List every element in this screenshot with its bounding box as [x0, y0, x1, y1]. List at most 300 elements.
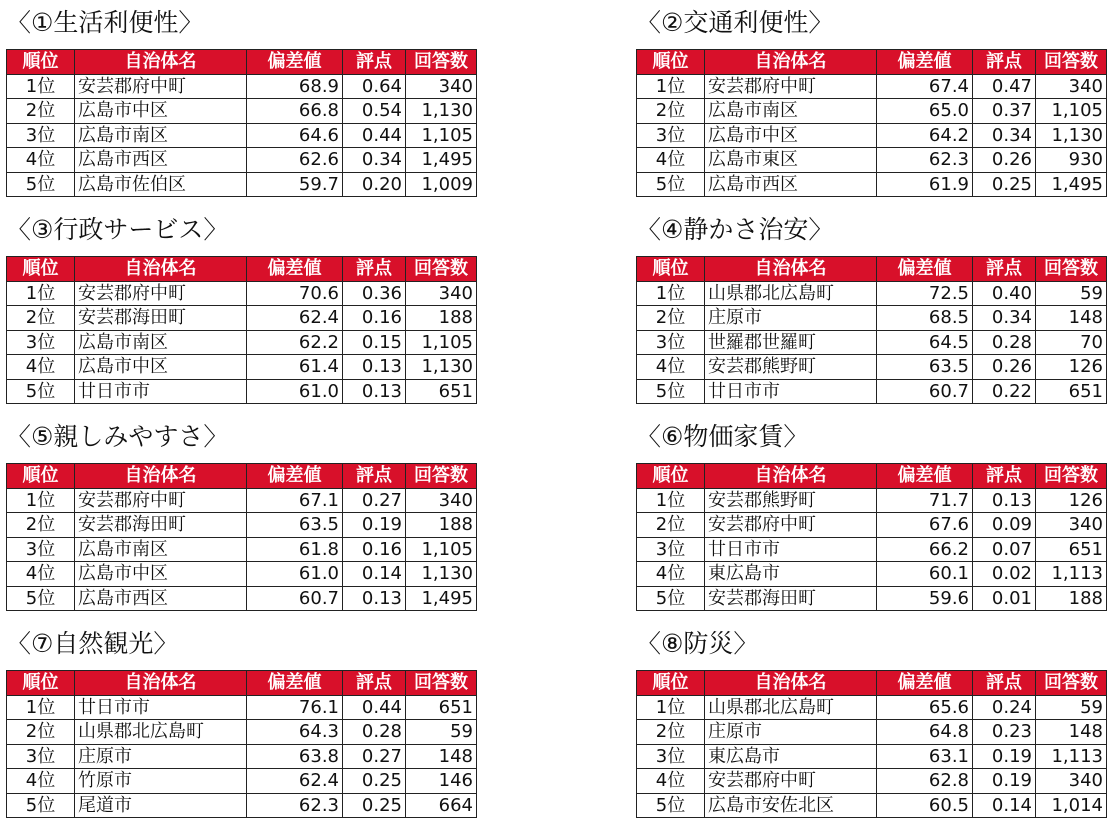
table-row	[637, 355, 1107, 380]
cell-deviation: 64.2	[877, 123, 973, 148]
column-header-municipality: 自治体名	[75, 257, 247, 282]
table-header-row	[637, 257, 1107, 282]
table-row	[637, 769, 1107, 794]
cell-score: 0.16	[343, 537, 406, 562]
cell-deviation: 60.7	[877, 379, 973, 404]
cell-municipality: 山県郡北広島町	[75, 720, 247, 745]
section-title: 〈⑦自然観光〉	[6, 629, 179, 658]
cell-rank: 2位	[637, 306, 705, 331]
cell-responses: 930	[1036, 148, 1107, 173]
column-header-rank: 順位	[637, 50, 705, 75]
table-row	[637, 537, 1107, 562]
column-header-rank: 順位	[637, 464, 705, 489]
cell-deviation: 60.7	[247, 586, 343, 611]
ranking-table	[6, 463, 477, 611]
table-row	[7, 720, 477, 745]
column-header-score: 評点	[973, 257, 1036, 282]
cell-score: 0.07	[973, 537, 1036, 562]
cell-rank: 3位	[637, 330, 705, 355]
cell-deviation: 62.2	[247, 330, 343, 355]
cell-deviation: 65.0	[877, 99, 973, 124]
cell-municipality: 安芸郡府中町	[705, 513, 877, 538]
cell-deviation: 63.1	[877, 744, 973, 769]
ranking-section-5	[6, 422, 477, 611]
cell-responses: 70	[1036, 330, 1107, 355]
column-header-deviation: 偏差値	[877, 464, 973, 489]
cell-deviation: 68.5	[877, 306, 973, 331]
table-row	[7, 379, 477, 404]
column-header-rank: 順位	[637, 671, 705, 696]
cell-score: 0.28	[343, 720, 406, 745]
cell-score: 0.20	[343, 172, 406, 197]
cell-rank: 1位	[637, 74, 705, 99]
ranking-table	[6, 256, 477, 404]
cell-rank: 5位	[637, 586, 705, 611]
cell-municipality: 広島市中区	[75, 562, 247, 587]
cell-municipality: 廿日市市	[705, 537, 877, 562]
cell-deviation: 71.7	[877, 488, 973, 513]
cell-rank: 3位	[7, 123, 75, 148]
table-row	[637, 74, 1107, 99]
ranking-section-6	[636, 422, 1107, 611]
cell-rank: 2位	[7, 99, 75, 124]
cell-rank: 4位	[7, 562, 75, 587]
cell-responses: 1,130	[406, 99, 477, 124]
table-row	[7, 306, 477, 331]
column-header-score: 評点	[973, 464, 1036, 489]
cell-deviation: 63.8	[247, 744, 343, 769]
cell-rank: 5位	[637, 172, 705, 197]
column-header-municipality: 自治体名	[705, 257, 877, 282]
column-header-municipality: 自治体名	[705, 671, 877, 696]
cell-rank: 1位	[637, 281, 705, 306]
cell-deviation: 59.7	[247, 172, 343, 197]
cell-rank: 5位	[7, 172, 75, 197]
ranking-table	[6, 670, 477, 818]
section-title: 〈③行政サービス〉	[6, 215, 229, 244]
cell-responses: 1,113	[1036, 744, 1107, 769]
cell-deviation: 63.5	[877, 355, 973, 380]
section-title: 〈⑥物価家賃〉	[636, 422, 809, 451]
cell-responses: 340	[406, 281, 477, 306]
cell-score: 0.47	[973, 74, 1036, 99]
cell-deviation: 62.3	[877, 148, 973, 173]
cell-rank: 1位	[7, 695, 75, 720]
cell-score: 0.28	[973, 330, 1036, 355]
cell-deviation: 66.8	[247, 99, 343, 124]
cell-responses: 1,105	[406, 123, 477, 148]
cell-rank: 1位	[637, 488, 705, 513]
cell-score: 0.15	[343, 330, 406, 355]
cell-score: 0.25	[973, 172, 1036, 197]
column-header-deviation: 偏差値	[877, 50, 973, 75]
table-row	[637, 488, 1107, 513]
column-header-responses: 回答数	[406, 50, 477, 75]
cell-responses: 148	[1036, 306, 1107, 331]
column-header-deviation: 偏差値	[247, 257, 343, 282]
table-row	[7, 172, 477, 197]
cell-deviation: 67.4	[877, 74, 973, 99]
table-header-row	[7, 50, 477, 75]
table-header-row	[637, 50, 1107, 75]
cell-deviation: 59.6	[877, 586, 973, 611]
cell-score: 0.01	[973, 586, 1036, 611]
table-row	[637, 172, 1107, 197]
cell-municipality: 安芸郡府中町	[75, 74, 247, 99]
cell-rank: 2位	[637, 99, 705, 124]
section-title: 〈①生活利便性〉	[6, 8, 204, 37]
column-header-municipality: 自治体名	[75, 464, 247, 489]
cell-municipality: 庄原市	[705, 306, 877, 331]
cell-deviation: 65.6	[877, 695, 973, 720]
column-header-rank: 順位	[7, 671, 75, 696]
column-header-deviation: 偏差値	[877, 257, 973, 282]
table-header-row	[637, 464, 1107, 489]
section-title: 〈④静かさ治安〉	[636, 215, 834, 244]
cell-deviation: 64.5	[877, 330, 973, 355]
cell-rank: 4位	[637, 148, 705, 173]
cell-rank: 5位	[637, 793, 705, 818]
section-title: 〈⑧防災〉	[636, 629, 759, 658]
cell-score: 0.25	[343, 793, 406, 818]
cell-responses: 340	[1036, 513, 1107, 538]
cell-deviation: 61.4	[247, 355, 343, 380]
column-header-responses: 回答数	[1036, 464, 1107, 489]
cell-rank: 1位	[637, 695, 705, 720]
column-header-rank: 順位	[7, 257, 75, 282]
column-header-responses: 回答数	[406, 671, 477, 696]
ranking-table	[636, 49, 1107, 197]
cell-responses: 1,105	[1036, 99, 1107, 124]
cell-deviation: 68.9	[247, 74, 343, 99]
cell-municipality: 廿日市市	[75, 695, 247, 720]
cell-score: 0.13	[343, 379, 406, 404]
table-row	[637, 586, 1107, 611]
cell-score: 0.44	[343, 695, 406, 720]
table-row	[7, 99, 477, 124]
cell-responses: 1,130	[406, 355, 477, 380]
cell-score: 0.16	[343, 306, 406, 331]
ranking-section-8	[636, 629, 1107, 818]
cell-deviation: 61.9	[877, 172, 973, 197]
table-row	[7, 74, 477, 99]
cell-responses: 664	[406, 793, 477, 818]
cell-score: 0.34	[973, 306, 1036, 331]
cell-municipality: 山県郡北広島町	[705, 695, 877, 720]
ranking-section-2	[636, 8, 1107, 197]
cell-rank: 4位	[7, 355, 75, 380]
ranking-table	[636, 256, 1107, 404]
cell-municipality: 広島市中区	[75, 99, 247, 124]
cell-deviation: 60.1	[877, 562, 973, 587]
cell-responses: 1,009	[406, 172, 477, 197]
cell-responses: 188	[1036, 586, 1107, 611]
column-header-deviation: 偏差値	[877, 671, 973, 696]
cell-rank: 3位	[7, 537, 75, 562]
cell-rank: 1位	[7, 74, 75, 99]
ranking-section-1	[6, 8, 477, 197]
cell-deviation: 62.3	[247, 793, 343, 818]
column-header-score: 評点	[343, 257, 406, 282]
cell-rank: 1位	[7, 488, 75, 513]
cell-deviation: 63.5	[247, 513, 343, 538]
cell-score: 0.13	[343, 586, 406, 611]
table-row	[7, 488, 477, 513]
cell-rank: 4位	[637, 769, 705, 794]
cell-score: 0.34	[973, 123, 1036, 148]
cell-municipality: 東広島市	[705, 562, 877, 587]
cell-responses: 1,130	[1036, 123, 1107, 148]
cell-rank: 1位	[7, 281, 75, 306]
cell-score: 0.25	[343, 769, 406, 794]
cell-score: 0.27	[343, 488, 406, 513]
section-title: 〈②交通利便性〉	[636, 8, 834, 37]
cell-responses: 340	[1036, 769, 1107, 794]
cell-score: 0.26	[973, 148, 1036, 173]
cell-municipality: 広島市西区	[705, 172, 877, 197]
cell-rank: 5位	[637, 379, 705, 404]
cell-responses: 148	[406, 744, 477, 769]
ranking-section-3	[6, 215, 477, 404]
cell-responses: 1,495	[1036, 172, 1107, 197]
cell-deviation: 62.6	[247, 148, 343, 173]
column-header-rank: 順位	[7, 50, 75, 75]
cell-score: 0.23	[973, 720, 1036, 745]
cell-responses: 1,130	[406, 562, 477, 587]
cell-municipality: 広島市佐伯区	[75, 172, 247, 197]
cell-responses: 651	[406, 695, 477, 720]
cell-responses: 126	[1036, 488, 1107, 513]
cell-municipality: 広島市西区	[75, 586, 247, 611]
cell-rank: 4位	[637, 562, 705, 587]
cell-score: 0.26	[973, 355, 1036, 380]
cell-municipality: 安芸郡海田町	[705, 586, 877, 611]
cell-responses: 59	[1036, 695, 1107, 720]
cell-score: 0.36	[343, 281, 406, 306]
column-header-municipality: 自治体名	[75, 671, 247, 696]
table-row	[637, 123, 1107, 148]
cell-municipality: 庄原市	[75, 744, 247, 769]
cell-rank: 5位	[7, 379, 75, 404]
cell-municipality: 安芸郡府中町	[75, 281, 247, 306]
cell-responses: 651	[1036, 537, 1107, 562]
table-row	[7, 793, 477, 818]
section-title: 〈⑤親しみやすさ〉	[6, 422, 229, 451]
cell-municipality: 安芸郡府中町	[705, 769, 877, 794]
cell-deviation: 62.4	[247, 306, 343, 331]
column-header-responses: 回答数	[406, 257, 477, 282]
cell-municipality: 広島市南区	[705, 99, 877, 124]
cell-rank: 3位	[7, 330, 75, 355]
cell-municipality: 世羅郡世羅町	[705, 330, 877, 355]
cell-score: 0.02	[973, 562, 1036, 587]
cell-deviation: 64.6	[247, 123, 343, 148]
cell-responses: 1,014	[1036, 793, 1107, 818]
table-row	[7, 330, 477, 355]
cell-municipality: 安芸郡府中町	[705, 74, 877, 99]
ranking-section-7	[6, 629, 477, 818]
table-row	[637, 306, 1107, 331]
table-row	[7, 281, 477, 306]
cell-responses: 59	[406, 720, 477, 745]
table-row	[7, 148, 477, 173]
cell-rank: 4位	[637, 355, 705, 380]
cell-rank: 3位	[7, 744, 75, 769]
table-row	[637, 744, 1107, 769]
table-row	[637, 695, 1107, 720]
cell-municipality: 広島市東区	[705, 148, 877, 173]
cell-rank: 3位	[637, 744, 705, 769]
cell-deviation: 61.0	[247, 379, 343, 404]
cell-deviation: 60.5	[877, 793, 973, 818]
table-row	[637, 720, 1107, 745]
table-header-row	[637, 671, 1107, 696]
column-header-score: 評点	[973, 50, 1036, 75]
table-row	[637, 148, 1107, 173]
column-header-deviation: 偏差値	[247, 464, 343, 489]
table-row	[637, 379, 1107, 404]
cell-rank: 2位	[7, 513, 75, 538]
cell-municipality: 広島市南区	[75, 330, 247, 355]
cell-score: 0.19	[973, 769, 1036, 794]
cell-rank: 4位	[7, 769, 75, 794]
cell-deviation: 61.0	[247, 562, 343, 587]
table-row	[7, 769, 477, 794]
cell-municipality: 安芸郡熊野町	[705, 488, 877, 513]
column-header-municipality: 自治体名	[75, 50, 247, 75]
cell-score: 0.14	[343, 562, 406, 587]
cell-score: 0.34	[343, 148, 406, 173]
cell-municipality: 広島市西区	[75, 148, 247, 173]
cell-responses: 651	[1036, 379, 1107, 404]
cell-municipality: 広島市安佐北区	[705, 793, 877, 818]
cell-score: 0.24	[973, 695, 1036, 720]
column-header-score: 評点	[343, 464, 406, 489]
cell-responses: 148	[1036, 720, 1107, 745]
cell-deviation: 62.4	[247, 769, 343, 794]
cell-score: 0.37	[973, 99, 1036, 124]
column-header-municipality: 自治体名	[705, 50, 877, 75]
column-header-rank: 順位	[637, 257, 705, 282]
table-row	[7, 123, 477, 148]
cell-municipality: 広島市南区	[75, 537, 247, 562]
cell-municipality: 尾道市	[75, 793, 247, 818]
cell-rank: 4位	[7, 148, 75, 173]
column-header-municipality: 自治体名	[705, 464, 877, 489]
column-header-responses: 回答数	[1036, 671, 1107, 696]
cell-score: 0.27	[343, 744, 406, 769]
column-header-rank: 順位	[7, 464, 75, 489]
table-row	[637, 330, 1107, 355]
cell-deviation: 67.1	[247, 488, 343, 513]
cell-responses: 1,495	[406, 148, 477, 173]
table-row	[7, 537, 477, 562]
column-header-score: 評点	[343, 50, 406, 75]
cell-score: 0.09	[973, 513, 1036, 538]
cell-responses: 59	[1036, 281, 1107, 306]
table-row	[7, 562, 477, 587]
column-header-score: 評点	[973, 671, 1036, 696]
column-header-score: 評点	[343, 671, 406, 696]
cell-deviation: 67.6	[877, 513, 973, 538]
table-header-row	[7, 464, 477, 489]
cell-rank: 3位	[637, 537, 705, 562]
cell-responses: 1,105	[406, 330, 477, 355]
cell-score: 0.19	[343, 513, 406, 538]
cell-municipality: 安芸郡熊野町	[705, 355, 877, 380]
cell-responses: 1,113	[1036, 562, 1107, 587]
ranking-table	[6, 49, 477, 197]
cell-responses: 340	[1036, 74, 1107, 99]
cell-municipality: 東広島市	[705, 744, 877, 769]
cell-deviation: 64.8	[877, 720, 973, 745]
cell-score: 0.44	[343, 123, 406, 148]
cell-score: 0.40	[973, 281, 1036, 306]
column-header-deviation: 偏差値	[247, 671, 343, 696]
table-row	[7, 513, 477, 538]
cell-score: 0.13	[973, 488, 1036, 513]
cell-score: 0.64	[343, 74, 406, 99]
column-header-responses: 回答数	[406, 464, 477, 489]
cell-rank: 2位	[7, 720, 75, 745]
table-row	[637, 562, 1107, 587]
cell-responses: 188	[406, 513, 477, 538]
cell-municipality: 廿日市市	[75, 379, 247, 404]
cell-municipality: 竹原市	[75, 769, 247, 794]
cell-score: 0.54	[343, 99, 406, 124]
cell-rank: 2位	[637, 513, 705, 538]
table-row	[637, 281, 1107, 306]
cell-municipality: 広島市中区	[75, 355, 247, 380]
table-row	[637, 99, 1107, 124]
cell-deviation: 62.8	[877, 769, 973, 794]
cell-rank: 5位	[7, 586, 75, 611]
cell-municipality: 廿日市市	[705, 379, 877, 404]
cell-deviation: 66.2	[877, 537, 973, 562]
cell-responses: 340	[406, 74, 477, 99]
cell-municipality: 広島市中区	[705, 123, 877, 148]
column-header-deviation: 偏差値	[247, 50, 343, 75]
cell-responses: 188	[406, 306, 477, 331]
cell-responses: 340	[406, 488, 477, 513]
cell-deviation: 61.8	[247, 537, 343, 562]
ranking-section-4	[636, 215, 1107, 404]
cell-municipality: 安芸郡府中町	[75, 488, 247, 513]
cell-rank: 3位	[637, 123, 705, 148]
table-header-row	[7, 671, 477, 696]
table-row	[7, 744, 477, 769]
cell-responses: 1,105	[406, 537, 477, 562]
table-header-row	[7, 257, 477, 282]
cell-responses: 1,495	[406, 586, 477, 611]
cell-score: 0.19	[973, 744, 1036, 769]
cell-deviation: 64.3	[247, 720, 343, 745]
cell-responses: 146	[406, 769, 477, 794]
cell-deviation: 76.1	[247, 695, 343, 720]
column-header-responses: 回答数	[1036, 50, 1107, 75]
ranking-table	[636, 670, 1107, 818]
cell-score: 0.22	[973, 379, 1036, 404]
cell-deviation: 72.5	[877, 281, 973, 306]
cell-municipality: 庄原市	[705, 720, 877, 745]
cell-deviation: 70.6	[247, 281, 343, 306]
cell-municipality: 安芸郡海田町	[75, 306, 247, 331]
cell-responses: 651	[406, 379, 477, 404]
column-header-responses: 回答数	[1036, 257, 1107, 282]
cell-responses: 126	[1036, 355, 1107, 380]
cell-rank: 2位	[637, 720, 705, 745]
table-row	[637, 513, 1107, 538]
